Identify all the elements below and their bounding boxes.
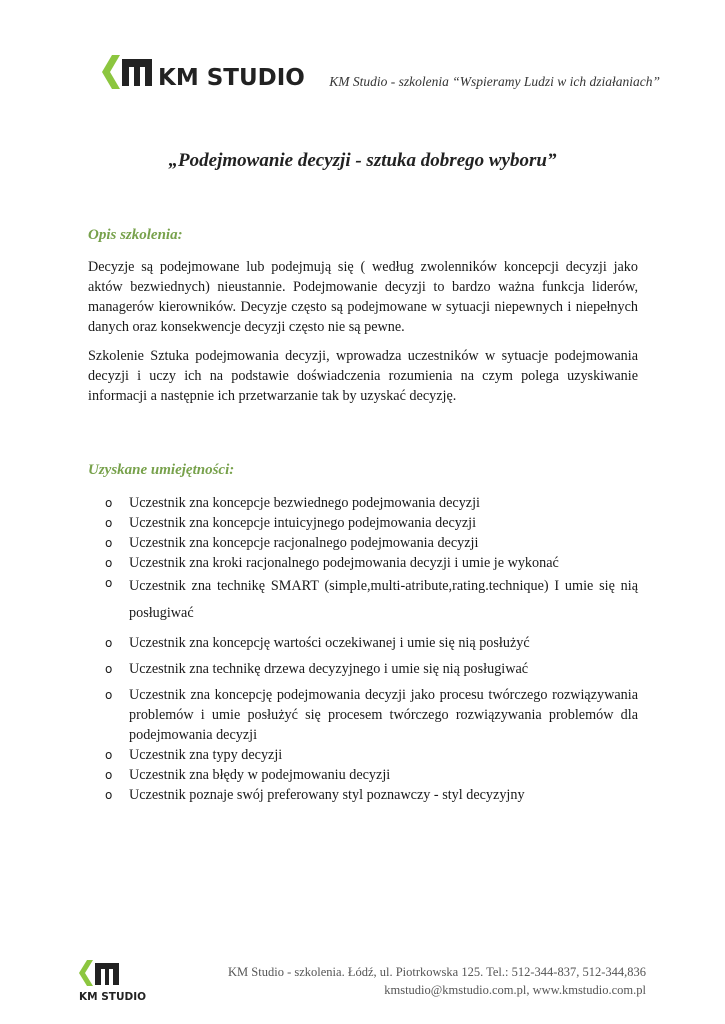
description-paragraph-2: Szkolenie Sztuka podejmowania decyzji, wprowadza uczestników w sytuacje podejmowania decyzji i uczy ich na podstawie doświadczenia rozumienia na czym polega uzyskiwanie informacji a następnie ich przetwarzanie tak by uzyskać decyzję. xyxy=(88,348,638,404)
skills-heading: Uzyskane umiejętności: xyxy=(88,462,235,478)
bullet-icon: o xyxy=(105,636,113,650)
list-item: o Uczestnik zna technikę drzewa decyzyjnego i umie się nią posługiwać xyxy=(105,661,529,677)
list-item: o Uczestnik zna koncepcje intuicyjnego podejmowania decyzji xyxy=(105,515,477,531)
header-tagline: KM Studio - szkolenia “Wspieramy Ludzi w ich działaniach” xyxy=(329,74,660,89)
footer-address: KM Studio - szkolenia. Łódź, ul. Piotrkowska 125. Tel.: 512-344-837, 512-344,836 xyxy=(228,965,646,979)
list-item: o Uczestnik zna błędy w podejmowaniu decyzji xyxy=(105,767,391,783)
svg-text:KM STUDIO: KM STUDIO xyxy=(79,991,147,1003)
km-studio-logo xyxy=(100,52,305,92)
list-item: o Uczestnik zna koncepcje racjonalnego podejmowania decyzji xyxy=(105,535,479,551)
footer-contact xyxy=(228,963,646,999)
bullet-icon: o xyxy=(105,496,113,510)
bullet-icon: o xyxy=(105,662,113,676)
bullet-icon: o xyxy=(105,768,113,782)
bullet-icon: o xyxy=(105,748,113,762)
list-item: o Uczestnik poznaje swój preferowany styl poznawczy - styl decyzyjny xyxy=(105,787,525,803)
description-heading: Opis szkolenia: xyxy=(88,227,183,243)
svg-text:KM STUDIO: KM STUDIO xyxy=(158,65,305,91)
bullet-icon: o xyxy=(105,788,113,802)
bullet-icon: o xyxy=(105,688,113,702)
page-header xyxy=(100,52,660,92)
list-item: o Uczestnik zna koncepcje bezwiednego podejmowania decyzji xyxy=(105,495,480,511)
km-studio-footer-logo xyxy=(78,958,147,1003)
bullet-icon: o xyxy=(105,536,113,550)
list-item: o Uczestnik zna koncepcję podejmowania decyzji jako procesu twórczego rozwiązywania problemów i umie posłużyć się procesem twórczego rozwiązywania problemów dla podejmowania decyzji xyxy=(105,687,638,743)
footer-email-web: kmstudio@kmstudio.com.pl, www.kmstudio.com.pl xyxy=(384,983,646,997)
list-item: o Uczestnik zna typy decyzji xyxy=(105,747,283,763)
list-item: o Uczestnik zna technikę SMART (simple,multi-atribute,rating.technique) I umie się nią posługiwać xyxy=(88,573,638,627)
bullet-icon: o xyxy=(105,576,113,590)
list-item: o Uczestnik zna kroki racjonalnego podejmowania decyzji i umie je wykonać xyxy=(105,555,559,571)
page-title: „Podejmowanie decyzji - sztuka dobrego wyboru” xyxy=(168,150,557,171)
skills-list xyxy=(88,493,638,805)
bullet-icon: o xyxy=(105,556,113,570)
description-paragraph-1: Decyzje są podejmowane lub podejmują się ( według zwolenników koncepcji decyzji jako aktów bezwiednych) nieustannie. Podejmowanie decyzji to bardzo ważna funkcja liderów, managerów kierowników. Decyzje często są podejmowane w sytuacji niepewnych i niepełnych danych oraz konsekwencje decyzji często nie są pewne. xyxy=(88,259,638,335)
list-item: o Uczestnik zna koncepcję wartości oczekiwanej i umie się nią posłużyć xyxy=(105,635,530,651)
page-footer xyxy=(78,958,658,1004)
bullet-icon: o xyxy=(105,516,113,530)
